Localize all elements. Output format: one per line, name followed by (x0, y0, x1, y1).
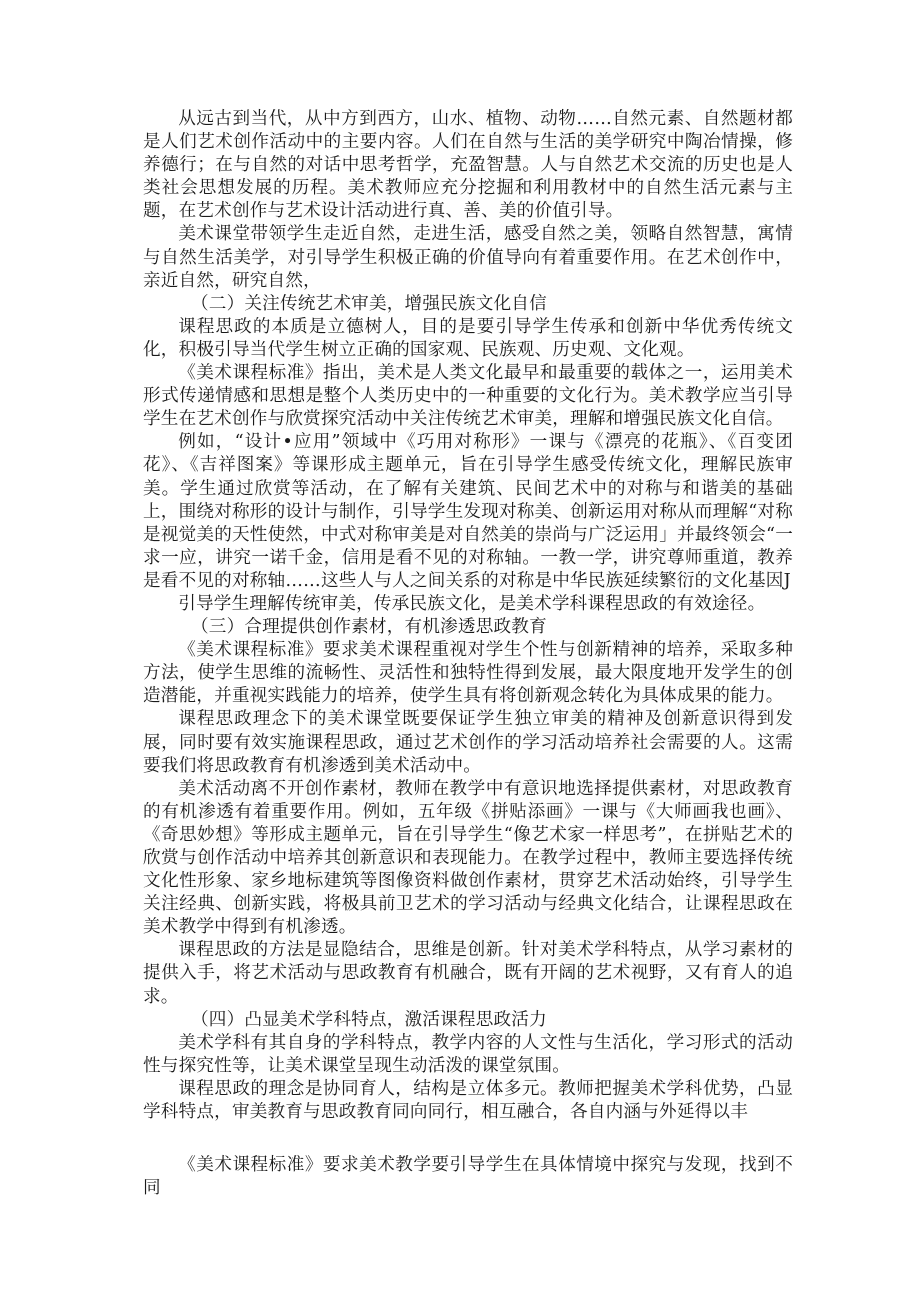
body-paragraph: 课程思政的本质是立德树人，目的是要引导学生传承和创新中华优秀传统文化，积极引导当代学生树立正确的国家观、民族观、历史观、文化观。 (143, 316, 793, 360)
body-paragraph: 《美术课程标准》要求美术课程重视对学生个性与创新精神的培养，采取多种方法，使学生思维的流畅性、灵活性和独特性得到发展，最大限度地开发学生的创造潜能，并重视实践能力的培养，使学生具有将创新观念转化为具体成果的能力。 (143, 640, 793, 707)
section-heading-4: （四）凸显美术学科特点，激活课程思政活力 (191, 1009, 547, 1030)
section-heading-3: （三）合理提供创作素材，有机渗透思政教育 (191, 617, 547, 638)
body-paragraph: 美术课堂带领学生走近自然，走进生活，感受自然之美，领略自然智慧，寓情与自然生活美学，对引导学生积极正确的价值导向有着重要作用。在艺术创作中，亲近自然，研究自然， (143, 224, 793, 291)
body-paragraph: 课程思政理念下的美术课堂既要保证学生独立审美的精神及创新意识得到发展，同时要有效实施课程思政，通过艺术创作的学习活动培养社会需要的人。这需要我们将思政教育有机渗透到美术活动中。 (143, 709, 793, 776)
body-paragraph: 课程思政的方法是显隐结合，思维是创新。针对美术学科特点，从学习素材的提供入手，将艺术活动与思政教育有机融合，既有开阔的艺术视野，又有育人的追求。 (143, 940, 793, 1007)
body-paragraph: 美术活动离不开创作素材，教师在教学中有意识地选择提供素材，对思政教育的有机渗透有着重要作用。例如，五年级《拼贴添画》一课与《大师画我也画》、《奇思妙想》等形成主题单元，旨在引导学生“像艺术家一样思考”，在拼贴艺术的欣赏与创作活动中培养其创新意识和表现能力。在教学过程中，教师主要选择传统文化性形象、家乡地标建筑等图像资料做创作素材，贯穿艺术活动始终，引导学生关注经典、创新实践，将极具前卫艺术的学习活动与经典文化结合，让课程思政在美术教学中得到有机渗透。 (143, 778, 793, 938)
continuation-paragraph: 《美术课程标准》要求美术教学要引导学生在具体情境中探究与发现，找到不同 (143, 1155, 793, 1199)
body-paragraph: 《美术课程标准》指出，美术是人类文化最早和最重要的载体之一，运用美术形式传递情感和思想是整个人类历史中的一种重要的文化行为。美术教学应当引导学生在艺术创作与欣赏探究活动中关注传统艺术审美，理解和增强民族文化自信。 (143, 363, 793, 430)
body-paragraph: 引导学生理解传统审美，传承民族文化，是美术学科课程思政的有效途径。 (178, 593, 766, 614)
section-heading-2: （二）关注传统艺术审美，增强民族文化自信 (191, 293, 547, 314)
document-body (143, 108, 793, 1200)
body-paragraph: 例如，“设计•应用”领域中《巧用对称形》一课与《漂亮的花瓶》、《百变团花》、《吉祥图案》等课形成主题单元，旨在引导学生感受传统文化，理解民族审美。学生通过欣赏等活动，在了解有关建筑、民间艺术中的对称与和谐美的基础上，围绕对称形的设计与制作，引导学生发现对称美、创新运用对称从而理解“对称是视觉美的天性使然，中式对称审美是对自然美的崇尚与广泛运用」并最终领会“一求一应，讲究一诺千金，信用是看不见的对称轴。一教一学，讲究尊师重道，教养是看不见的对称轴……这些人与人之间关系的对称是中华民族延续繁衍的文化基因J (143, 432, 793, 591)
body-paragraph: 课程思政的理念是协同育人，结构是立体多元。教师把握美术学科优势，凸显学科特点，审美教育与思政教育同向同行，相互融合，各自内涵与外延得以丰 (143, 1078, 793, 1123)
body-paragraph: 从远古到当代，从中方到西方，山水、植物、动物……自然元素、自然题材都是人们艺术创作活动中的主要内容。人们在自然与生活的美学研究中陶冶情操，修养德行；在与自然的对话中思考哲学，充盈智慧。人与自然艺术交流的历史也是人类社会思想发展的历程。美术教师应充分挖掘和利用教材中的自然生活元素与主题，在艺术创作与艺术设计活动进行真、善、美的价值引导。 (143, 109, 793, 222)
page-gap (143, 1124, 793, 1154)
body-paragraph: 美术学科有其自身的学科特点，教学内容的人文性与生活化，学习形式的活动性与探究性等，让美术课堂呈现生动活泼的课堂氛围。 (143, 1032, 793, 1076)
